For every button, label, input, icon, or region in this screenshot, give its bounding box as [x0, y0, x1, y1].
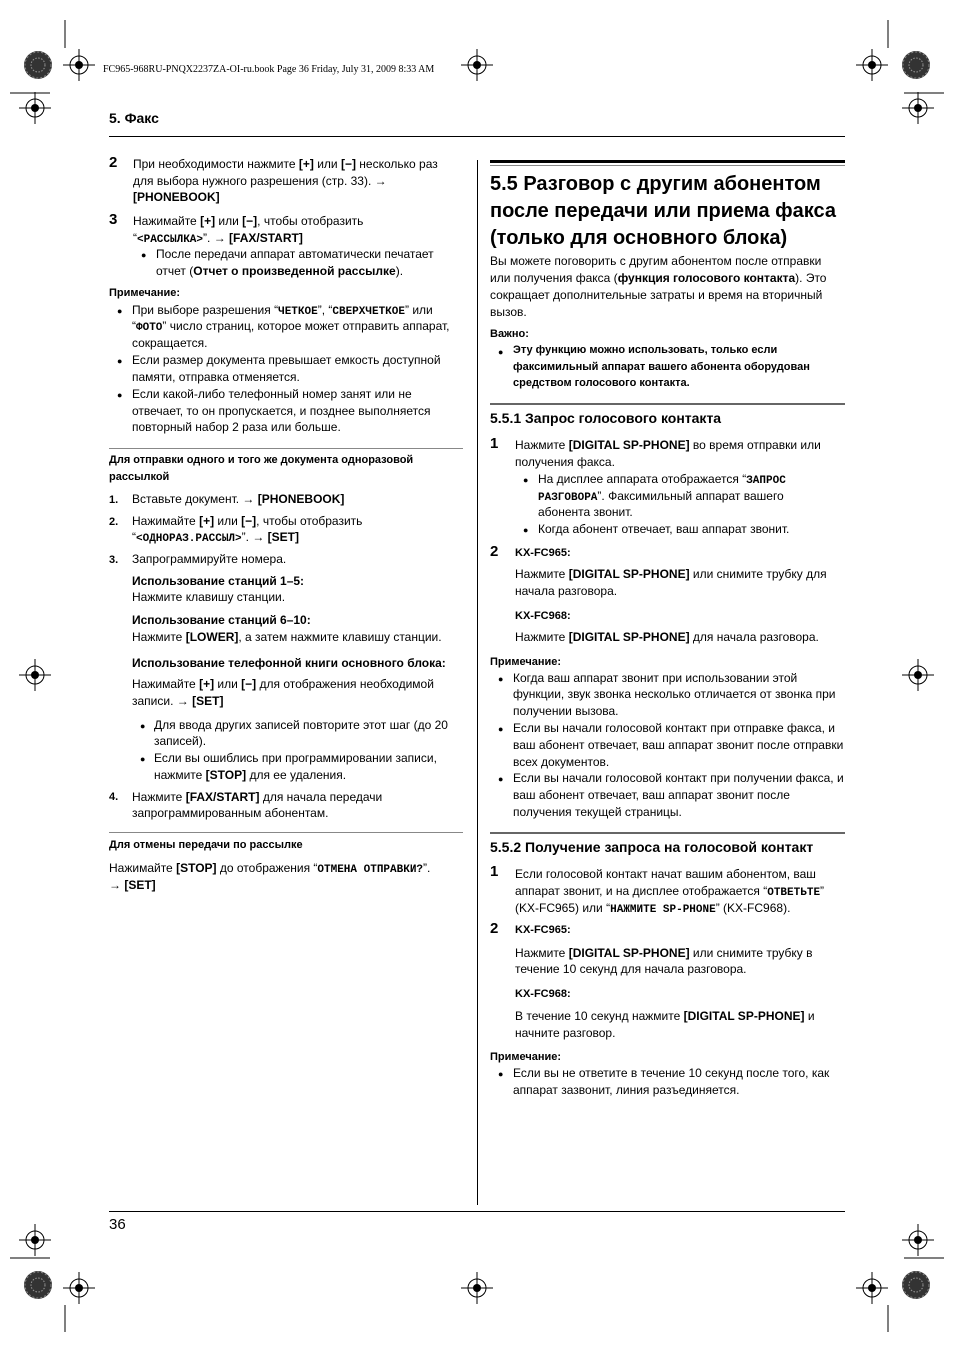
- s552-step1-line3: (KX-FC965) или “НАЖМИТЕ SP-PHONE” (KX-FC968).: [515, 901, 791, 916]
- step-number: 2: [490, 920, 499, 937]
- cancel-line2: → [SET]: [109, 878, 156, 892]
- subsection-rule: [490, 403, 845, 405]
- s551-bullet2: Когда абонент отвечает, ваш аппарат звонит.: [538, 522, 790, 536]
- note2-line2: памяти, отправка отменяется.: [132, 370, 300, 384]
- bullet-icon: ●: [498, 724, 504, 734]
- s552-965-line2: течение 10 секунд для начала разговора.: [515, 962, 747, 976]
- bullet-icon: ●: [140, 721, 146, 731]
- divider: [109, 448, 463, 449]
- s552-note1-line2: аппарат зазвонит, линия разъединяется.: [513, 1083, 740, 1097]
- step-number: 2: [490, 543, 499, 560]
- s551-968-line1: Нажмите [DIGITAL SP-PHONE] для начала разговора.: [515, 630, 819, 644]
- phonebook-bullet1-line1: Для ввода других записей повторите этот шаг (до 20: [154, 718, 448, 732]
- onetime-step2-line1: Нажимайте [+] или [−], чтобы отобразить: [132, 514, 363, 528]
- phonebook-bullet2-line1: Если вы ошиблись при программировании записи,: [154, 751, 437, 765]
- s552-965-line1: Нажмите [DIGITAL SP-PHONE] или снимите трубку в: [515, 946, 813, 960]
- model-label-968: KX-FC968:: [515, 988, 571, 1000]
- s552-968-line1: В течение 10 секунд нажмите [DIGITAL SP-PHONE] и: [515, 1009, 815, 1023]
- title-top-bar: [490, 160, 845, 163]
- s551-step1-line1: Нажмите [DIGITAL SP-PHONE] во время отправки или: [515, 438, 821, 452]
- important-line1: Эту функцию можно использовать, только если: [513, 344, 778, 356]
- onetime-step-number: 3.: [109, 554, 119, 566]
- s551-note2-line3: всех документов.: [513, 755, 610, 769]
- print-info: FC965-968RU-PNQX2237ZA-OI-ru.book Page 36 Friday, July 31, 2009 8:33 AM: [103, 64, 435, 75]
- intro-line2: или получения факса (функция голосового контакта). Это: [490, 271, 827, 285]
- bullet-icon: ●: [498, 1069, 504, 1079]
- phonebook-line1: Нажимайте [+] или [−] для отображения необходимой: [132, 677, 434, 691]
- bullet-icon: ●: [523, 475, 529, 485]
- note1-line1: При выборе разрешения “ЧЕТКОЕ”, “СВЕРХЧЕТКОЕ” или: [132, 303, 433, 318]
- s551-note1-line1: Когда ваш аппарат звонит при использовании этой: [513, 671, 798, 685]
- s551-note3-line1: Если вы начали голосовой контакт при получении факса, и: [513, 771, 844, 785]
- note1-line3: сокращается.: [132, 336, 208, 350]
- onetime-step-number: 1.: [109, 494, 119, 506]
- s552-step1-line1: Если голосовой контакт начат вашим абонентом, ваш: [515, 867, 816, 881]
- bullet-icon: ●: [140, 754, 146, 764]
- step3-line2: “<РАССЫЛКА>”. → [FAX/START]: [133, 231, 303, 246]
- note3-line2: отвечает, то он пропускается, и позднее выполняется: [132, 404, 431, 418]
- note-heading: Примечание:: [490, 656, 562, 668]
- header-rule: [109, 136, 845, 137]
- important-line3: средством голосового контакта.: [513, 377, 690, 389]
- bullet-icon: ●: [523, 525, 529, 535]
- cancel-line1: Нажимайте [STOP] до отображения “ОТМЕНА ОТПРАВКИ?”.: [109, 861, 431, 876]
- intro-line4: вызов.: [490, 305, 527, 319]
- note1-line2: “ФОТО” число страниц, которое может отправить аппарат,: [132, 319, 450, 334]
- step-number: 2: [109, 154, 118, 171]
- step3-line1: Нажимайте [+] или [−], чтобы отобразить: [133, 214, 364, 228]
- note-heading: Примечание:: [490, 1051, 562, 1063]
- intro-line3: сокращает дополнительные затраты и время на вторичный: [490, 288, 823, 302]
- phonebook-heading: Использование телефонной книги основного блока:: [132, 656, 446, 670]
- s552-968-line2: начните разговор.: [515, 1026, 616, 1040]
- model-label-965: KX-FC965:: [515, 547, 571, 559]
- note-heading: Примечание:: [109, 287, 181, 299]
- divider: [109, 832, 463, 833]
- s552-step1-line2: аппарат звонит, и на дисплее отображается “ОТВЕТЬТЕ”: [515, 884, 825, 899]
- s551-bullet1-line2: РАЗГОВОРА”. Факсимильный аппарат вашего: [538, 489, 784, 504]
- page-number: 36: [109, 1216, 126, 1233]
- s551-note3-line3: получения текущей страницы.: [513, 805, 682, 819]
- step3-bullet-line1: После передачи аппарат автоматически печатает: [156, 247, 434, 261]
- s551-note1-line3: получении вызова.: [513, 704, 619, 718]
- s551-bullet1-line3: абонента звонит.: [538, 505, 633, 519]
- step2-line2: для выбора нужного разрешения (стр. 33). →: [133, 174, 387, 188]
- bullet-icon: ●: [498, 674, 504, 684]
- section-title: [490, 171, 850, 252]
- stations-6-10-heading: Использование станций 6–10:: [132, 613, 311, 627]
- s551-965-line1: Нажмите [DIGITAL SP-PHONE] или снимите трубку для: [515, 567, 827, 581]
- s552-note1-line1: Если вы не ответите в течение 10 секунд после того, как: [513, 1066, 830, 1080]
- important-heading: Важно:: [490, 328, 529, 340]
- phonebook-bullet1-line2: записей).: [154, 734, 207, 748]
- footer-rule: [109, 1211, 845, 1212]
- bullet-icon: ●: [498, 774, 504, 784]
- note3-line3: повторный набор 2 раза или больше.: [132, 420, 341, 434]
- title-line1: 5.5 Разговор с другим абонентом: [490, 173, 821, 195]
- bullet-icon: ●: [498, 347, 504, 357]
- step-number: 1: [490, 863, 499, 880]
- s551-note2-line2: ваш абонент отвечает, ваш аппарат звонит после отправки: [513, 738, 844, 752]
- important-line2: факсимильный аппарат вашего абонента оборудован: [513, 361, 810, 373]
- title-line2: после передачи или приема факса: [490, 200, 836, 222]
- model-label-968: KX-FC968:: [515, 610, 571, 622]
- onetime-step-number: 4.: [109, 791, 119, 803]
- step-number: 1: [490, 435, 499, 452]
- stations-6-10-text: Нажмите [LOWER], а затем нажмите клавишу станции.: [132, 630, 442, 644]
- step-number: 3: [109, 211, 118, 228]
- onetime-step2-line2: “<ОДНОРАЗ.РАССЫЛ>”. → [SET]: [132, 530, 299, 545]
- onetime-step-number: 2.: [109, 516, 119, 528]
- onetime-step1: Вставьте документ. → [PHONEBOOK]: [132, 492, 345, 506]
- s551-note3-line2: ваш абонент отвечает, ваш аппарат звонит после: [513, 788, 790, 802]
- subsection-title-552: 5.5.2 Получение запроса на голосовой контакт: [490, 839, 814, 855]
- onetime-step4-line2: запрограммированным абонентам.: [132, 806, 329, 820]
- bullet-icon: ●: [117, 356, 123, 366]
- stations-1-5-text: Нажмите клавишу станции.: [132, 590, 286, 604]
- bullet-icon: ●: [117, 306, 123, 316]
- model-label-965: KX-FC965:: [515, 924, 571, 936]
- phonebook-bullet2-line2: нажмите [STOP] для ее удаления.: [154, 768, 347, 782]
- s551-step1-line2: получения факса.: [515, 455, 615, 469]
- note3-line1: Если какой-либо телефонный номер занят или не: [132, 387, 412, 401]
- onetime-heading-2: рассылкой: [109, 471, 170, 483]
- column-divider: [477, 160, 478, 1205]
- stations-1-5-heading: Использование станций 1–5:: [132, 574, 305, 588]
- subsection-title-551: 5.5.1 Запрос голосового контакта: [490, 410, 722, 426]
- title-top-bar-thin: [490, 165, 845, 166]
- title-line3: (только для основного блока): [490, 227, 788, 249]
- phonebook-line2: записи. → [SET]: [132, 694, 224, 708]
- subsection-rule: [490, 832, 845, 834]
- section-header: 5. Факс: [109, 110, 159, 126]
- note2-line1: Если размер документа превышает емкость доступной: [132, 353, 441, 367]
- intro-line1: Вы можете поговорить с другим абонентом после отправки: [490, 254, 822, 268]
- step3-bullet-line2: отчет (Отчет о произведенной рассылке).: [156, 264, 404, 278]
- bullet-icon: ●: [117, 390, 123, 400]
- onetime-step4-line1: Нажмите [FAX/START] для начала передачи: [132, 790, 383, 804]
- bullet-icon: ●: [141, 250, 147, 260]
- onetime-heading-1: Для отправки одного и того же документа одноразовой: [109, 454, 414, 466]
- step2-line1: При необходимости нажмите [+] или [−] несколько раз: [133, 157, 438, 171]
- s551-965-line2: начала разговора.: [515, 584, 618, 598]
- s551-bullet1-line1: На дисплее аппарата отображается “ЗАПРОС: [538, 472, 786, 487]
- cancel-heading: Для отмены передачи по рассылке: [109, 839, 303, 851]
- phonebook-key: [PHONEBOOK]: [133, 190, 220, 204]
- onetime-step3: Запрограммируйте номера.: [132, 552, 287, 566]
- s551-note2-line1: Если вы начали голосовой контакт при отправке факса, и: [513, 721, 835, 735]
- s551-note1-line2: функции, звук звонка несколько отличается от звонка при: [513, 687, 836, 701]
